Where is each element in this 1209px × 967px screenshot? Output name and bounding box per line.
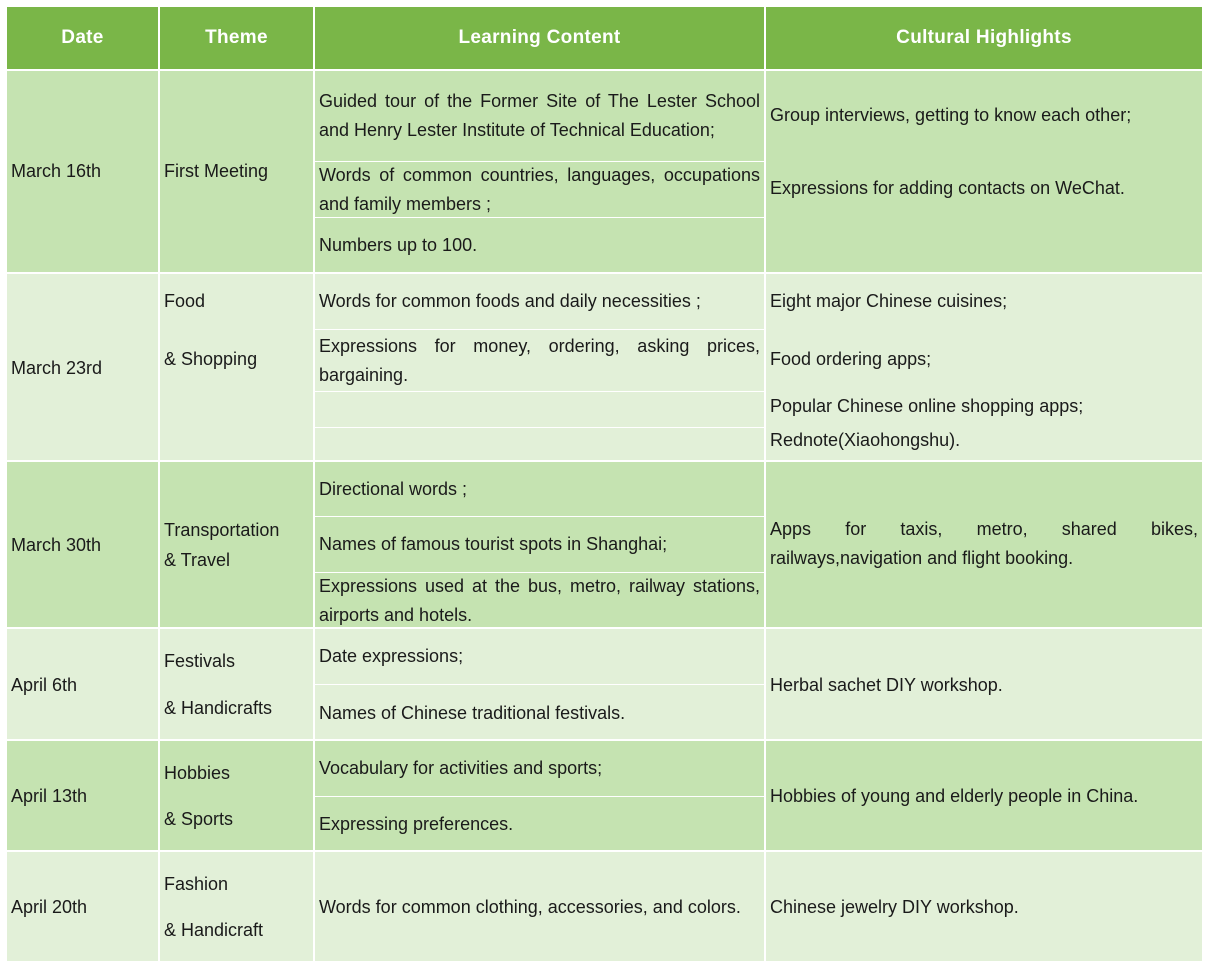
culture-line: Rednote(Xiaohongshu).: [770, 430, 961, 450]
theme-line: Fashion: [164, 873, 229, 894]
content-line: Directional words ;: [319, 478, 468, 499]
header-cultural-highlights: Cultural Highlights: [766, 7, 1202, 69]
culture-line: Group interviews, getting to know each other;: [770, 105, 1132, 125]
table-row: [7, 627, 1202, 739]
culture-line: Hobbies of young and elderly people in China.: [770, 786, 1139, 806]
content-line: Names of famous tourist spots in Shanghai;: [315, 516, 764, 572]
content-line: Words for common foods and daily necessities ;: [319, 291, 701, 311]
content-line: [315, 391, 764, 427]
header-theme: Theme: [160, 7, 315, 69]
row-date: April 20th: [7, 852, 160, 963]
theme-line: & Shopping: [164, 349, 258, 369]
content-line: Guided tour of the Former Site of The Lester School and Henry Lester Institute of Technical Education;: [319, 91, 760, 140]
row-date: March 16th: [7, 71, 160, 272]
header-learning-content: Learning Content: [315, 7, 766, 69]
row-date: March 23rd: [7, 274, 160, 462]
row-date: April 13th: [7, 741, 160, 852]
row-date: April 6th: [7, 629, 160, 741]
content-line: [315, 427, 764, 462]
row-cultural-highlights: [766, 852, 1202, 963]
table-header: [7, 7, 1202, 69]
row-theme: [160, 741, 315, 852]
theme-line: Hobbies: [164, 762, 231, 783]
content-line: Vocabulary for activities and sports;: [319, 758, 603, 778]
table-row: [7, 69, 1202, 272]
row-cultural-highlights: [766, 629, 1202, 741]
table-row: [7, 460, 1202, 627]
row-theme: [160, 71, 315, 272]
table-row: [7, 850, 1202, 961]
theme-line: & Handicrafts: [164, 698, 273, 718]
schedule-table: [7, 7, 1202, 961]
theme-line: Food: [164, 291, 206, 311]
theme-line: Transportation: [164, 520, 280, 540]
row-learning-content: [315, 71, 766, 272]
row-learning-content: [315, 274, 766, 462]
row-cultural-highlights: [766, 71, 1202, 272]
row-cultural-highlights: [766, 462, 1202, 629]
culture-line: Apps for taxis, metro, shared bikes, railways,navigation and flight booking.: [770, 519, 1198, 568]
row-date: March 30th: [7, 462, 160, 629]
theme-line: & Travel: [164, 550, 231, 570]
culture-line: Chinese jewelry DIY workshop.: [770, 897, 1019, 917]
culture-line: Popular Chinese online shopping apps;: [770, 396, 1084, 416]
row-theme: [160, 629, 315, 741]
content-line: Date expressions;: [319, 646, 464, 666]
row-cultural-highlights: [766, 741, 1202, 852]
content-line: Words of common countries, languages, occupations and family members ;: [315, 161, 764, 217]
theme-line: & Sports: [164, 809, 234, 830]
row-theme: [160, 274, 315, 462]
culture-line: Herbal sachet DIY workshop.: [770, 674, 1003, 695]
content-line: Numbers up to 100.: [315, 217, 764, 272]
theme-line: & Handicraft: [164, 920, 264, 941]
row-learning-content: [315, 852, 766, 963]
header-date: Date: [7, 7, 160, 69]
row-theme: [160, 462, 315, 629]
content-line: Names of Chinese traditional festivals.: [315, 684, 764, 741]
row-learning-content: [315, 629, 766, 741]
row-learning-content: [315, 462, 766, 629]
culture-line: Expressions for adding contacts on WeChat.: [770, 178, 1125, 198]
content-line: Expressions used at the bus, metro, railway stations, airports and hotels.: [315, 572, 764, 629]
row-learning-content: [315, 741, 766, 852]
theme-line: Festivals: [164, 651, 236, 671]
table-row: [7, 739, 1202, 850]
theme-line: First Meeting: [164, 161, 269, 181]
row-theme: [160, 852, 315, 963]
table-row: [7, 272, 1202, 460]
culture-line: Food ordering apps;: [770, 349, 932, 369]
content-line: Expressions for money, ordering, asking prices, bargaining.: [315, 329, 764, 391]
content-line: Words for common clothing, accessories, and colors.: [319, 897, 741, 917]
row-cultural-highlights: [766, 274, 1202, 462]
culture-line: Eight major Chinese cuisines;: [770, 291, 1008, 311]
content-line: Expressing preferences.: [315, 796, 764, 852]
